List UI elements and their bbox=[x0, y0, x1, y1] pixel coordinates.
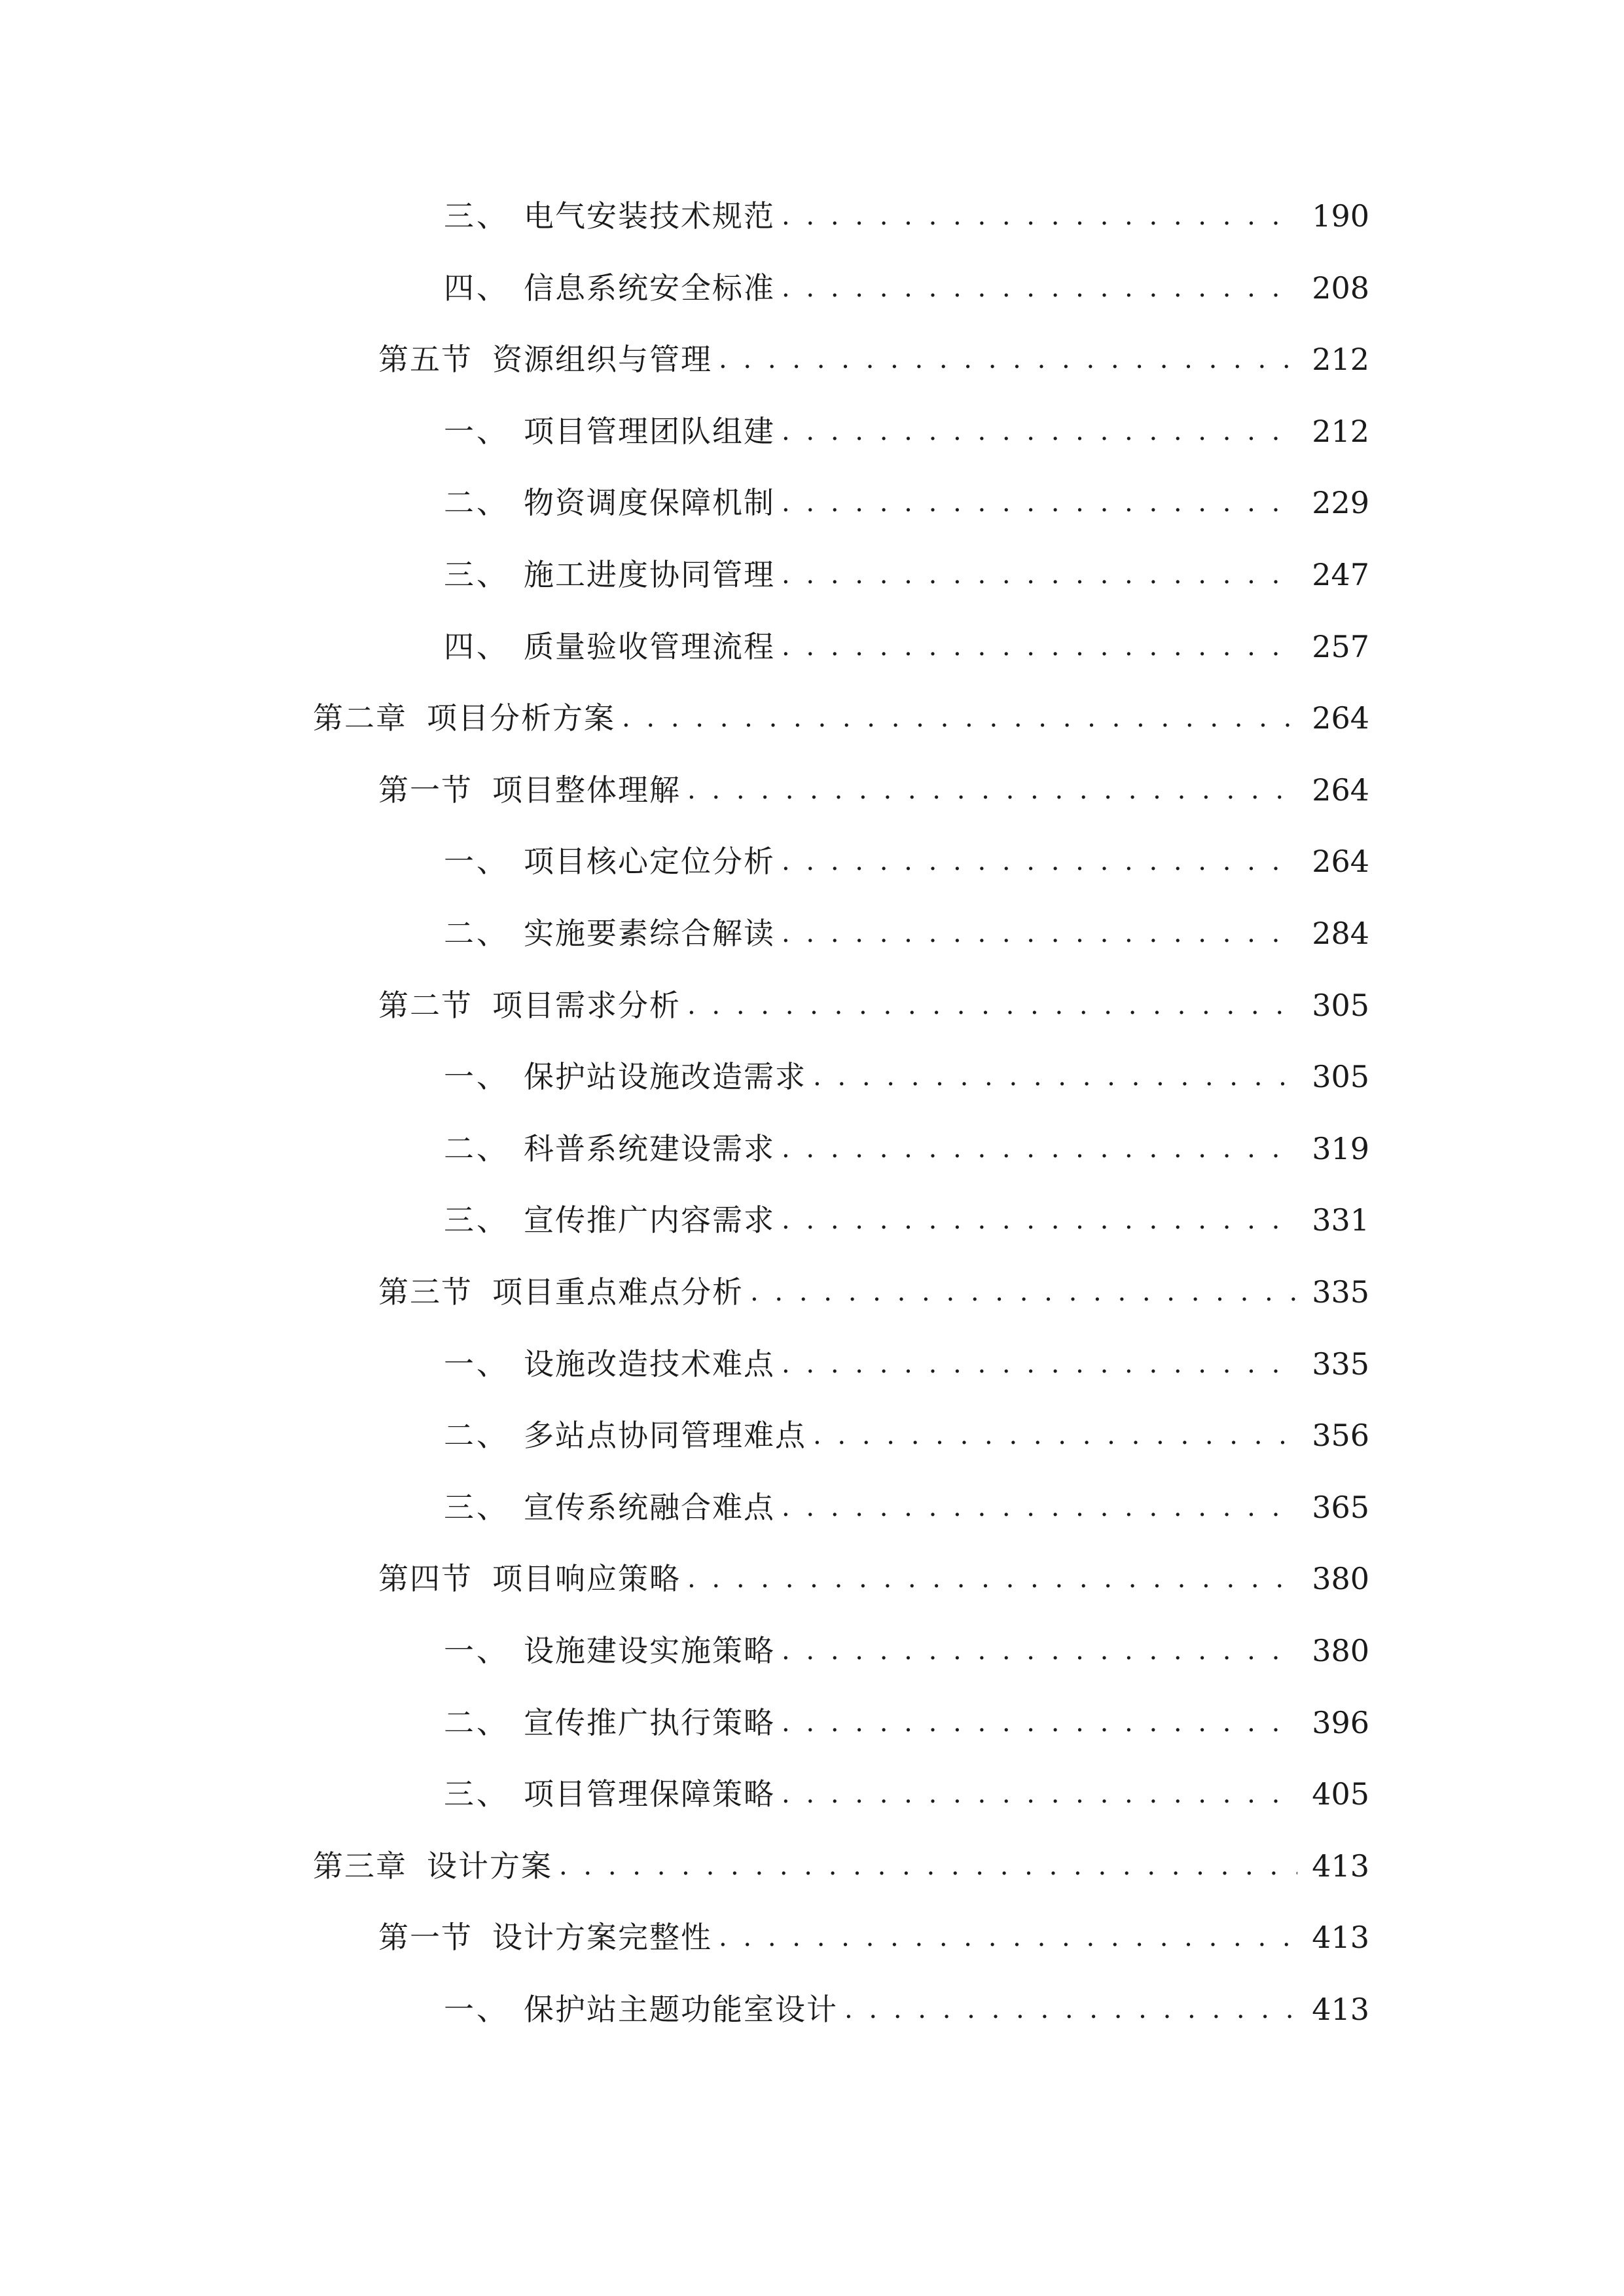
toc-entry[interactable] bbox=[378, 1266, 1369, 1318]
toc-entry-number: 三、 bbox=[444, 1202, 509, 1238]
toc-dot-leader bbox=[559, 1840, 1297, 1892]
toc-entry[interactable] bbox=[378, 1911, 1369, 1964]
toc-entry-title: 物资调度保障机制 bbox=[524, 485, 775, 520]
toc-entry-page-number: 405 bbox=[1312, 1776, 1369, 1812]
toc-entry-title: 质量验收管理流程 bbox=[524, 629, 775, 664]
toc-entry[interactable] bbox=[313, 1840, 1369, 1892]
toc-entry-page-number: 413 bbox=[1312, 1848, 1369, 1884]
toc-entry-number: 三、 bbox=[444, 557, 509, 592]
toc-entry-title: 设计方案 bbox=[427, 1848, 552, 1884]
toc-entry-page-number: 212 bbox=[1312, 342, 1369, 377]
toc-entry-page-number: 305 bbox=[1312, 988, 1369, 1023]
toc-entry[interactable] bbox=[444, 1768, 1369, 1820]
toc-entry[interactable] bbox=[444, 476, 1369, 529]
toc-entry-page-number: 264 bbox=[1312, 844, 1369, 879]
toc-entry-number: 第五节 bbox=[378, 342, 473, 377]
toc-entry-title: 项目响应策略 bbox=[492, 1561, 681, 1596]
toc-dot-leader bbox=[782, 907, 1297, 960]
toc-entry[interactable] bbox=[444, 262, 1369, 314]
toc-dot-leader bbox=[782, 1768, 1297, 1820]
toc-entry-title: 项目管理保障策略 bbox=[524, 1776, 775, 1812]
toc-entry-page-number: 264 bbox=[1312, 700, 1369, 736]
toc-entry[interactable] bbox=[444, 907, 1369, 960]
toc-entry-page-number: 365 bbox=[1312, 1490, 1369, 1525]
toc-dot-leader bbox=[782, 1624, 1297, 1677]
toc-entry-title: 项目管理团队组建 bbox=[524, 414, 775, 449]
toc-entry[interactable] bbox=[444, 1050, 1369, 1103]
toc-entry[interactable] bbox=[378, 1552, 1369, 1605]
toc-dot-leader bbox=[782, 1481, 1297, 1534]
toc-entry[interactable] bbox=[444, 1409, 1369, 1462]
toc-dot-leader bbox=[782, 476, 1297, 529]
toc-dot-leader bbox=[782, 1696, 1297, 1749]
toc-entry[interactable] bbox=[378, 764, 1369, 816]
toc-entry-title: 实施要素综合解读 bbox=[524, 916, 775, 951]
toc-entry-number: 一、 bbox=[444, 1346, 509, 1382]
toc-entry-page-number: 335 bbox=[1312, 1274, 1369, 1310]
toc-entry[interactable] bbox=[444, 1696, 1369, 1749]
toc-dot-leader bbox=[687, 1552, 1297, 1605]
toc-entry-number: 第一节 bbox=[378, 772, 473, 808]
toc-entry-number: 第三章 bbox=[313, 1848, 407, 1884]
toc-entry-number: 二、 bbox=[444, 1705, 509, 1740]
toc-entry-page-number: 208 bbox=[1312, 270, 1369, 306]
toc-entry-number: 二、 bbox=[444, 916, 509, 951]
toc-entry-number: 一、 bbox=[444, 414, 509, 449]
toc-entry-page-number: 247 bbox=[1312, 557, 1369, 592]
toc-entry-page-number: 335 bbox=[1312, 1346, 1369, 1382]
toc-entry-title: 科普系统建设需求 bbox=[524, 1131, 775, 1166]
toc-entry-title: 宣传推广内容需求 bbox=[524, 1202, 775, 1238]
toc-entry-number: 一、 bbox=[444, 844, 509, 879]
toc-entry-page-number: 257 bbox=[1312, 629, 1369, 664]
toc-entry-number: 二、 bbox=[444, 1131, 509, 1166]
toc-entry-number: 三、 bbox=[444, 1776, 509, 1812]
toc-entry-page-number: 264 bbox=[1312, 772, 1369, 808]
toc-entry-title: 多站点协同管理难点 bbox=[524, 1418, 806, 1453]
toc-entry[interactable] bbox=[444, 1983, 1369, 2036]
toc-entry-page-number: 229 bbox=[1312, 485, 1369, 520]
toc-entry-number: 四、 bbox=[444, 629, 509, 664]
toc-entry-page-number: 284 bbox=[1312, 916, 1369, 951]
toc-dot-leader bbox=[782, 620, 1297, 673]
toc-entry-title: 宣传系统融合难点 bbox=[524, 1490, 775, 1525]
toc-entry-page-number: 356 bbox=[1312, 1418, 1369, 1453]
toc-dot-leader bbox=[813, 1409, 1297, 1462]
toc-entry-number: 第一节 bbox=[378, 1920, 473, 1955]
toc-entry[interactable] bbox=[444, 835, 1369, 888]
toc-entry-title: 资源组织与管理 bbox=[492, 342, 712, 377]
toc-entry-title: 设施改造技术难点 bbox=[524, 1346, 775, 1382]
toc-dot-leader bbox=[782, 1338, 1297, 1390]
toc-entry-title: 宣传推广执行策略 bbox=[524, 1705, 775, 1740]
toc-dot-leader bbox=[844, 1983, 1297, 2036]
toc-entry[interactable] bbox=[378, 333, 1369, 386]
toc-dot-leader bbox=[622, 692, 1297, 744]
toc-entry-number: 一、 bbox=[444, 1992, 509, 2027]
toc-entry-number: 第二章 bbox=[313, 700, 407, 736]
toc-entry[interactable] bbox=[444, 1194, 1369, 1246]
toc-entry-page-number: 190 bbox=[1312, 198, 1369, 234]
toc-entry-page-number: 413 bbox=[1312, 1920, 1369, 1955]
toc-entry-page-number: 212 bbox=[1312, 414, 1369, 449]
toc-entry-title: 项目整体理解 bbox=[492, 772, 681, 808]
toc-dot-leader bbox=[750, 1266, 1297, 1318]
toc-entry-number: 第三节 bbox=[378, 1274, 473, 1310]
toc-entry[interactable] bbox=[444, 548, 1369, 601]
toc-dot-leader bbox=[782, 190, 1297, 242]
toc-entry-page-number: 396 bbox=[1312, 1705, 1369, 1740]
toc-entry[interactable] bbox=[444, 1624, 1369, 1677]
toc-entry[interactable] bbox=[444, 1122, 1369, 1175]
toc-entry[interactable] bbox=[378, 979, 1369, 1031]
toc-dot-leader bbox=[719, 333, 1297, 386]
toc-entry-page-number: 305 bbox=[1312, 1059, 1369, 1094]
toc-entry-title: 保护站设施改造需求 bbox=[524, 1059, 806, 1094]
toc-entry-number: 第四节 bbox=[378, 1561, 473, 1596]
toc-entry-title: 项目核心定位分析 bbox=[524, 844, 775, 879]
toc-entry-page-number: 331 bbox=[1312, 1202, 1369, 1238]
toc-entry-title: 项目需求分析 bbox=[492, 988, 681, 1023]
toc-entry-page-number: 319 bbox=[1312, 1131, 1369, 1166]
toc-entry-number: 第二节 bbox=[378, 988, 473, 1023]
toc-entry[interactable] bbox=[444, 1338, 1369, 1390]
toc-dot-leader bbox=[687, 764, 1297, 816]
toc-dot-leader bbox=[813, 1050, 1297, 1103]
toc-dot-leader bbox=[782, 548, 1297, 601]
toc-entry-number: 三、 bbox=[444, 198, 509, 234]
toc-entry[interactable] bbox=[313, 692, 1369, 744]
toc-entry[interactable] bbox=[444, 1481, 1369, 1534]
toc-dot-leader bbox=[782, 1122, 1297, 1175]
toc-dot-leader bbox=[782, 262, 1297, 314]
toc-entry-number: 二、 bbox=[444, 1418, 509, 1453]
toc-entry-number: 一、 bbox=[444, 1633, 509, 1668]
toc-entry-title: 施工进度协同管理 bbox=[524, 557, 775, 592]
toc-entry-title: 电气安装技术规范 bbox=[524, 198, 775, 234]
toc-entry-title: 设计方案完整性 bbox=[492, 1920, 712, 1955]
toc-dot-leader bbox=[687, 979, 1297, 1031]
toc-entry[interactable] bbox=[444, 620, 1369, 673]
toc-dot-leader bbox=[782, 405, 1297, 457]
toc-entry-title: 设施建设实施策略 bbox=[524, 1633, 775, 1668]
toc-entry-number: 四、 bbox=[444, 270, 509, 306]
toc-entry[interactable] bbox=[444, 405, 1369, 457]
toc-entry-number: 三、 bbox=[444, 1490, 509, 1525]
toc-entry-title: 项目分析方案 bbox=[427, 700, 615, 736]
toc-entry-number: 一、 bbox=[444, 1059, 509, 1094]
toc-entry-page-number: 380 bbox=[1312, 1633, 1369, 1668]
toc-entry-page-number: 413 bbox=[1312, 1992, 1369, 2027]
toc-entry-number: 二、 bbox=[444, 485, 509, 520]
toc-entry-title: 项目重点难点分析 bbox=[492, 1274, 744, 1310]
toc-dot-leader bbox=[782, 1194, 1297, 1246]
toc-entry-page-number: 380 bbox=[1312, 1561, 1369, 1596]
toc-dot-leader bbox=[782, 835, 1297, 888]
toc-dot-leader bbox=[719, 1911, 1297, 1964]
toc-entry-title: 保护站主题功能室设计 bbox=[524, 1992, 838, 2027]
toc-entry-title: 信息系统安全标准 bbox=[524, 270, 775, 306]
toc-entry[interactable] bbox=[444, 190, 1369, 242]
